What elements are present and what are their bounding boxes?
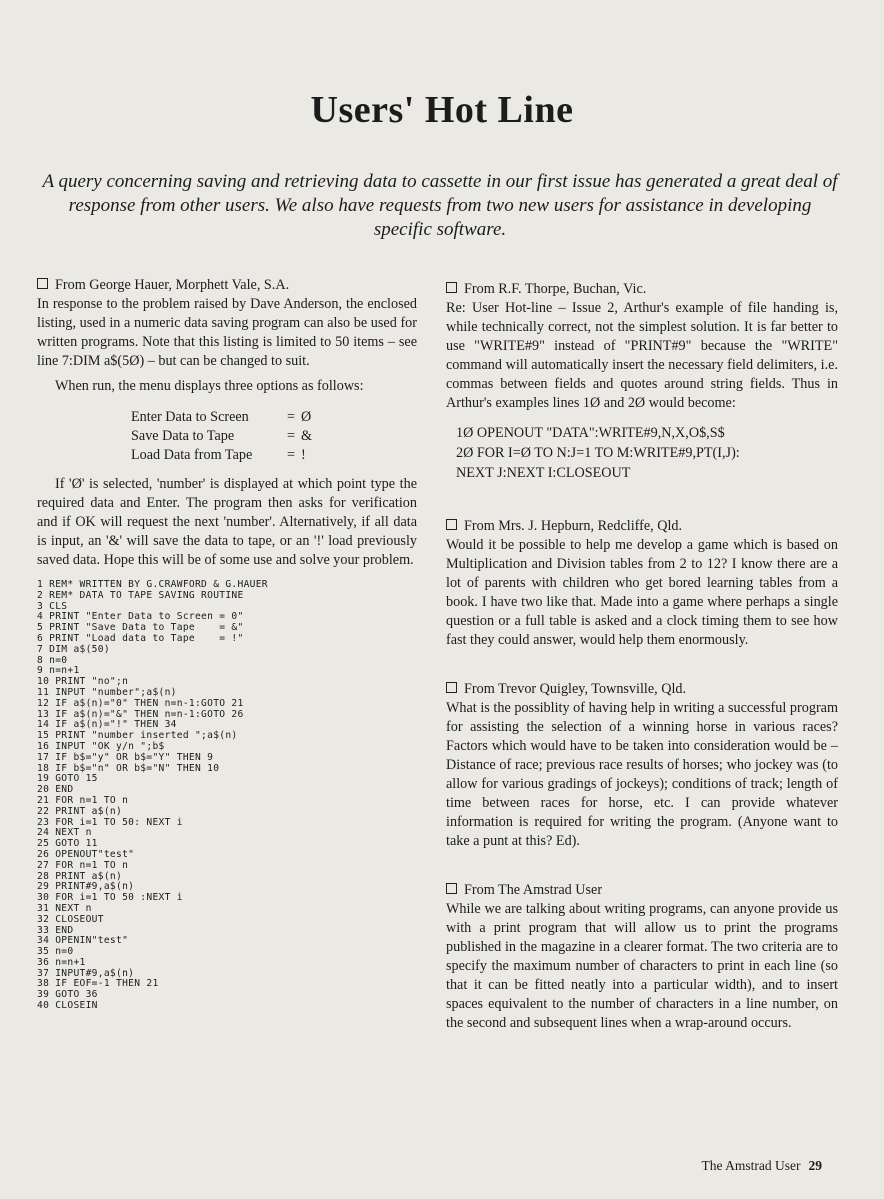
- code-line: 22 PRINT a$(n): [37, 805, 123, 817]
- letter-sender: From The Amstrad User: [446, 881, 838, 900]
- program-listing: [37, 580, 417, 1012]
- letter-paragraph: Would it be possible to help me develop a game which is based on Multiplication and Division tables from 2 to 12? I know there are a lot of parents with children who get bored learning tables from a book. I have two like that. Made into a game where perhaps a single question or a full table is asked and a clock timing them to see how fast they could answer, would help them enormously.: [446, 537, 838, 648]
- code-line: 7 DIM a$(50): [37, 643, 110, 655]
- code-line: 11 INPUT "number";a$(n): [37, 686, 177, 698]
- intro-paragraph: A query concerning saving and retrieving data to cassette in our first issue has generated a great deal of response from other users. We also have requests from two new users for assistance in developing specific software.: [42, 171, 838, 240]
- page-footer: [702, 1158, 822, 1174]
- code-line: 1Ø OPENOUT "DATA":WRITE#9,N,X,O$,S$: [456, 425, 725, 441]
- code-line: 10 PRINT "no";n: [37, 676, 129, 688]
- magazine-name: The Amstrad User: [701, 1158, 801, 1173]
- code-line: 14 IF a$(n)="!" THEN 34: [37, 719, 177, 731]
- page-number: 29: [808, 1158, 822, 1173]
- code-line: 33 END: [37, 924, 74, 936]
- page-title: Users' Hot Line: [310, 89, 574, 131]
- letter-paragraph: Re: User Hot-line – Issue 2, Arthur's example of file handing is, while technically correct, not the simplest solution. It is far better to use "WRITE#9" instead of "PRINT#9" because the "WRITE" command will automatically insert the necessary field delimiters, i.e. commas between fields and quotes around string fields. Thus in Arthur's examples lines 1Ø and 2Ø would become:: [446, 300, 838, 411]
- letter-paragraph: In response to the problem raised by Dave Anderson, the enclosed listing, used in a numeric data saving program can also be used for written programs. Note that this listing is limited to 50 items – see line 7:DIM a$(5Ø) – but can be changed to suit.: [37, 296, 417, 369]
- letter-paragraph: If 'Ø' is selected, 'number' is displayed at which point type the required data and Enter. The program then asks for verification and if OK will request the next 'number'. Alternatively, if all data is input, an '&' will save the data to tape, or an '!' load previously saved data. Hope this will be of some use and solve your problem.: [37, 476, 417, 568]
- code-line: 5 PRINT "Save Data to Tape = &": [37, 622, 244, 634]
- checkbox-bullet-icon: [446, 282, 457, 293]
- code-line: 20 END: [37, 784, 74, 796]
- code-line: 40 CLOSEIN: [37, 1000, 98, 1012]
- code-line: 21 FOR n=1 TO n: [37, 794, 129, 806]
- code-line: 34 OPENIN"test": [37, 935, 129, 947]
- code-line: 18 IF b$="n" OR b$="N" THEN 10: [37, 762, 220, 774]
- code-line: 3 CLS: [37, 600, 68, 612]
- code-line: 29 PRINT#9,a$(n): [37, 881, 135, 893]
- code-line: 35 n=0: [37, 946, 74, 958]
- menu-option: Enter Data to Screen = Ø: [131, 409, 312, 425]
- code-line: NEXT J:NEXT I:CLOSEOUT: [456, 465, 631, 481]
- code-line: 23 FOR i=1 TO 50: NEXT i: [37, 816, 183, 828]
- code-line: 16 INPUT "OK y/n ";b$: [37, 740, 165, 752]
- code-line: 24 NEXT n: [37, 827, 92, 839]
- code-line: 32 CLOSEOUT: [37, 913, 104, 925]
- code-line: 37 INPUT#9,a$(n): [37, 967, 135, 979]
- menu-option: Save Data to Tape = &: [131, 428, 313, 444]
- letter-sender: From George Hauer, Morphett Vale, S.A.: [37, 276, 417, 295]
- code-line: 19 GOTO 15: [37, 773, 98, 785]
- code-line: 8 n=0: [37, 654, 68, 666]
- code-line: 4 PRINT "Enter Data to Screen = 0": [37, 611, 244, 623]
- code-line: 2Ø FOR I=Ø TO N:J=1 TO M:WRITE#9,PT(I,J):: [456, 445, 740, 461]
- code-snippet: [456, 423, 838, 483]
- letter-sender: From Trevor Quigley, Townsville, Qld.: [446, 680, 838, 699]
- code-line: 28 PRINT a$(n): [37, 870, 123, 882]
- letter-sender: From R.F. Thorpe, Buchan, Vic.: [446, 280, 838, 299]
- code-line: 27 FOR n=1 TO n: [37, 859, 129, 871]
- code-line: 26 OPENOUT"test": [37, 848, 135, 860]
- code-line: 9 n=n+1: [37, 665, 80, 677]
- code-line: 38 IF EOF=-1 THEN 21: [37, 978, 159, 990]
- code-line: 1 REM* WRITTEN BY G.CRAWFORD & G.HAUER: [37, 579, 268, 590]
- code-line: 31 NEXT n: [37, 902, 92, 914]
- letter-paragraph: What is the possiblity of having help in writing a successful program for assisting the selection of a winning horse in various races? Factors which would have to be taken into consideration would be – Distance of race; previous race results of horses; who jockey was (to allow for various gradings of jockeys); conditions of track; length of time between races for horse, etc. I can provide whatever information is required for writing the program. (Anyone want to take a punt at this? Ed).: [446, 700, 838, 849]
- code-line: 39 GOTO 36: [37, 989, 98, 1001]
- code-line: 6 PRINT "Load data to Tape = !": [37, 632, 244, 644]
- left-column: [37, 276, 417, 1012]
- checkbox-bullet-icon: [37, 278, 48, 289]
- letter-sender: From Mrs. J. Hepburn, Redcliffe, Qld.: [446, 517, 838, 536]
- code-line: 30 FOR i=1 TO 50 :NEXT i: [37, 892, 183, 904]
- right-column: [446, 280, 838, 1033]
- code-line: 36 n=n+1: [37, 956, 86, 968]
- checkbox-bullet-icon: [446, 883, 457, 894]
- letter-paragraph: When run, the menu displays three options as follows:: [55, 378, 364, 394]
- code-line: 25 GOTO 11: [37, 838, 98, 850]
- checkbox-bullet-icon: [446, 519, 457, 530]
- checkbox-bullet-icon: [446, 682, 457, 693]
- menu-options: [131, 408, 417, 465]
- letter-paragraph: While we are talking about writing programs, can anyone provide us with a print program that will allow us to print the programs published in the magazine in a clearer format. The two criteria are to specify the maximum number of characters to print in each line (so that it can be fitted neatly into a particular width), and to insert spaces equivalent to the number of characters in a line number, on the second and subsequent lines when a wrap-around occurs.: [446, 901, 838, 1031]
- code-line: 17 IF b$="y" OR b$="Y" THEN 9: [37, 751, 214, 763]
- code-line: 13 IF a$(n)="&" THEN n=n-1:GOTO 26: [37, 708, 244, 720]
- code-line: 2 REM* DATA TO TAPE SAVING ROUTINE: [37, 589, 244, 601]
- menu-option: Load Data from Tape = !: [131, 447, 306, 463]
- code-line: 15 PRINT "number inserted ";a$(n): [37, 730, 238, 742]
- code-line: 12 IF a$(n)="0" THEN n=n-1:GOTO 21: [37, 697, 244, 709]
